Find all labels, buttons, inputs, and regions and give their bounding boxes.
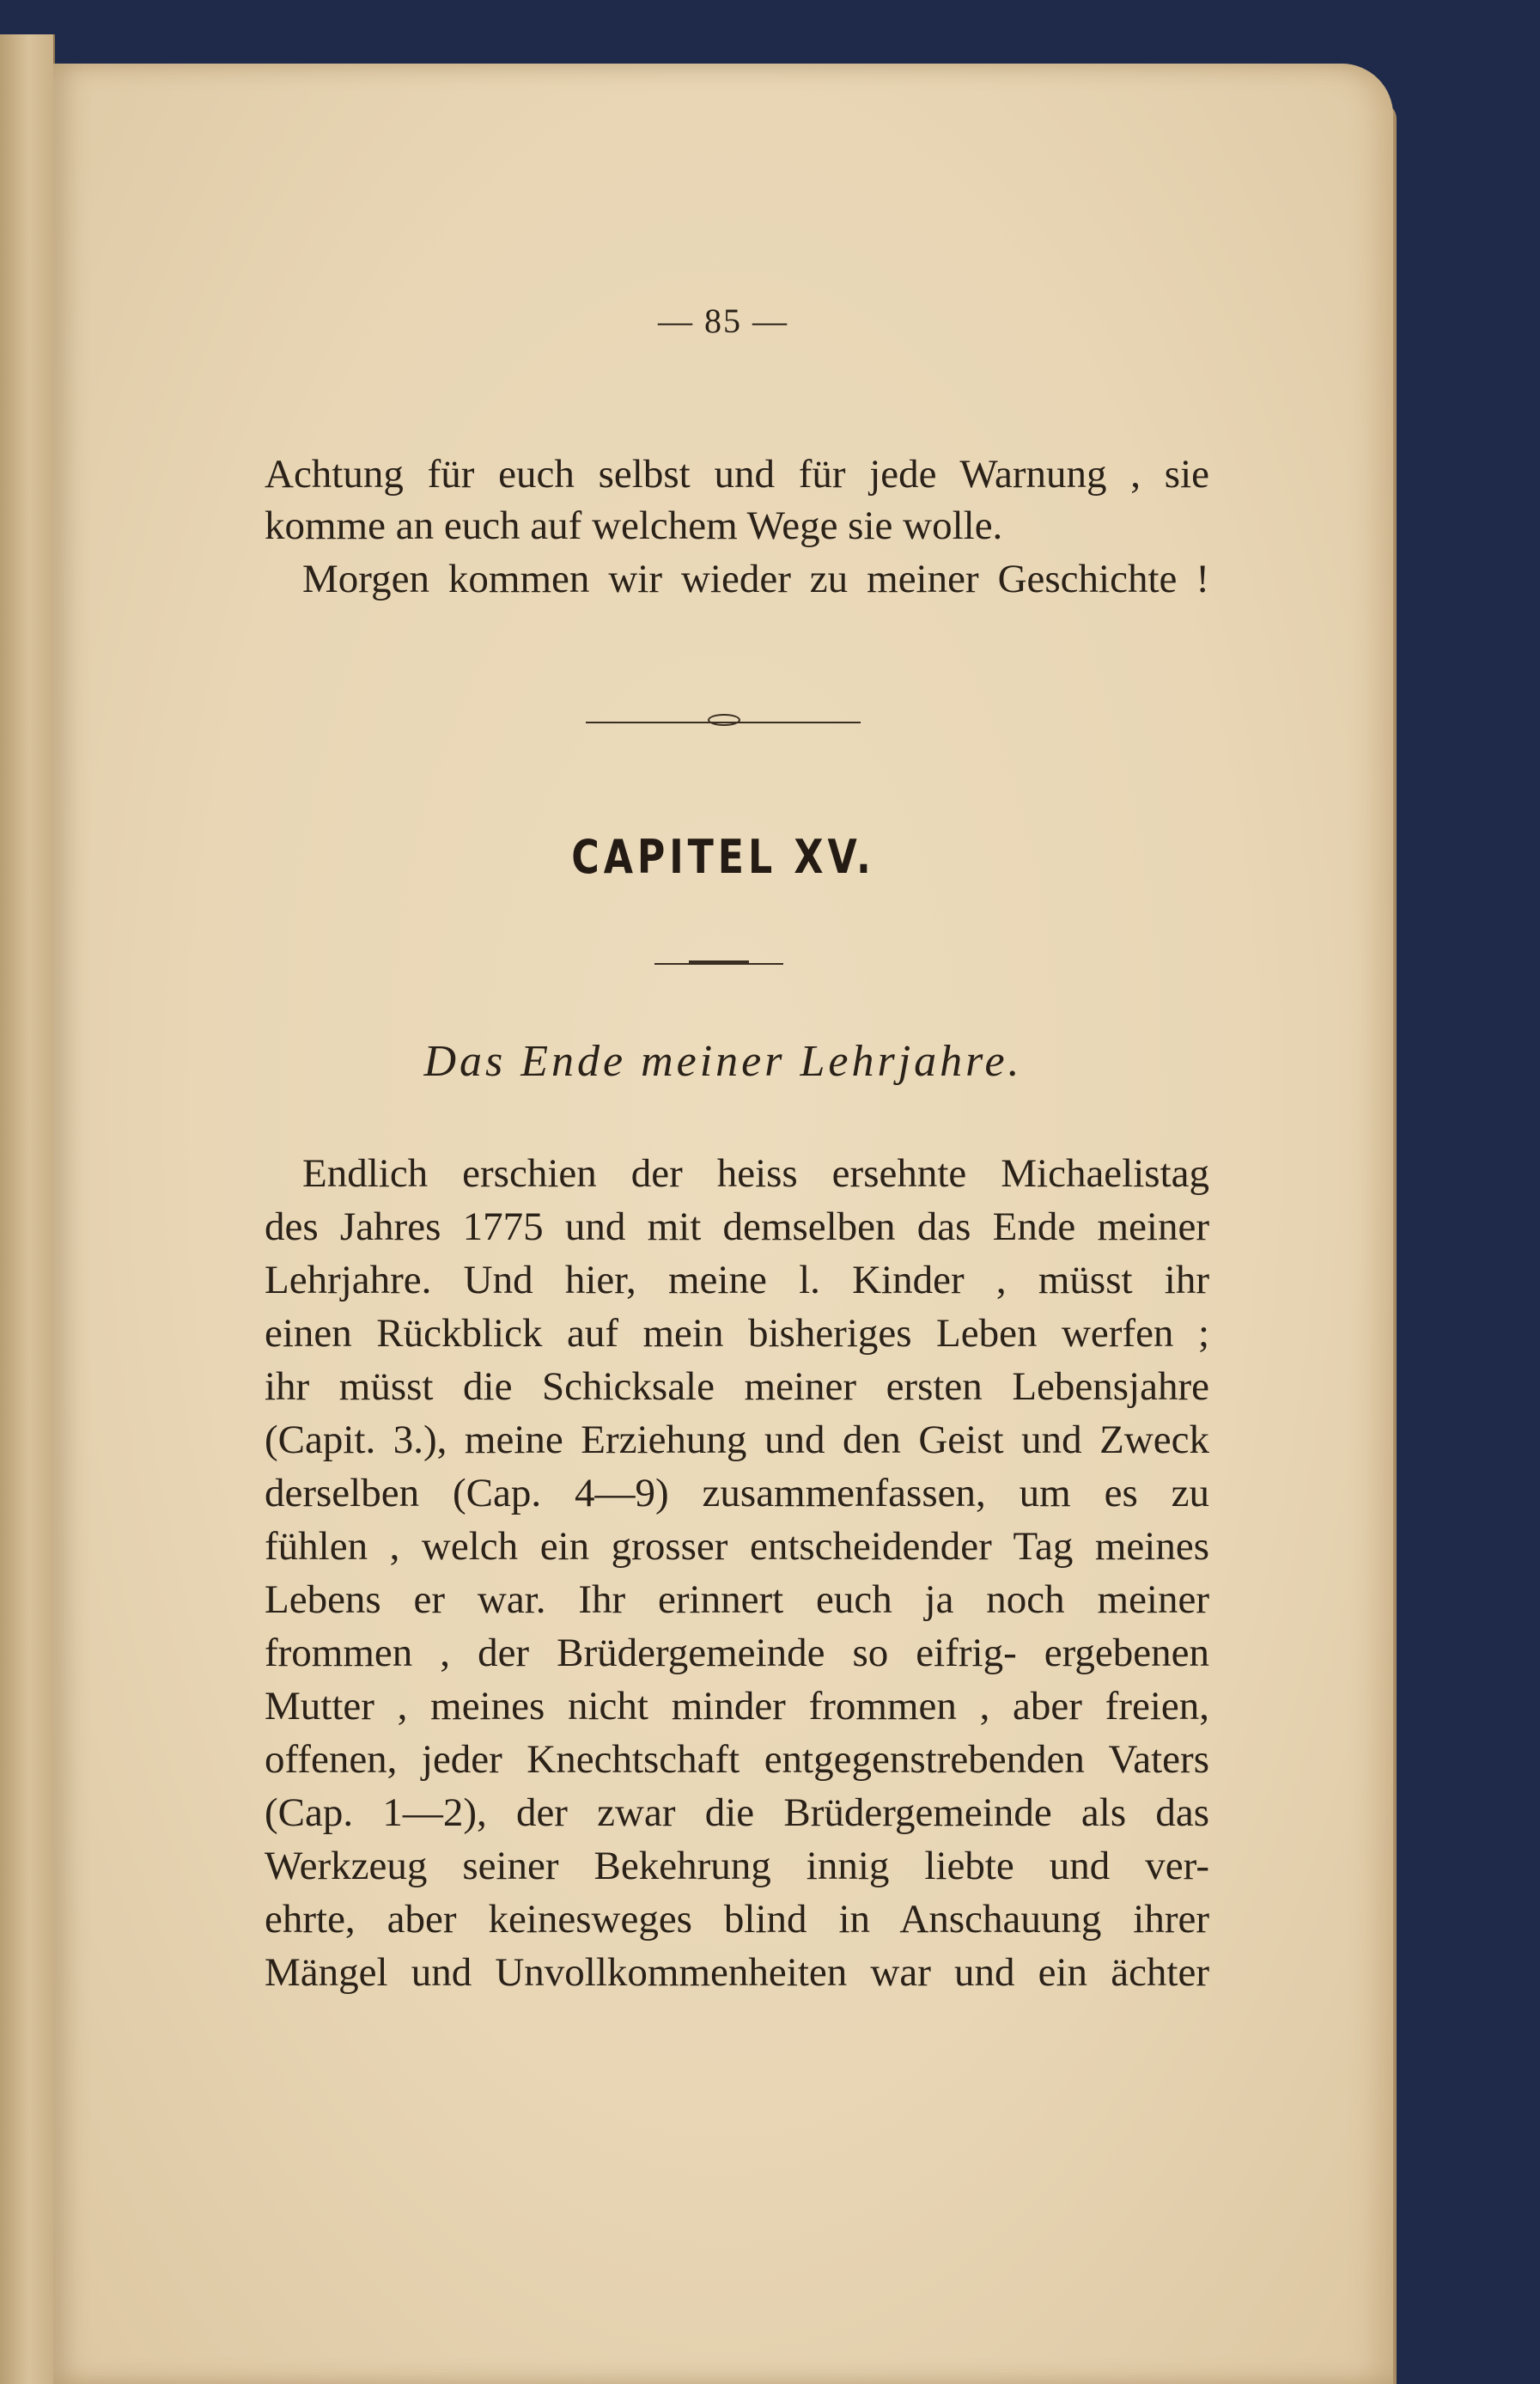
text-line: Lebens er war. Ihr erinnert euch ja noch meiner [265,1577,1209,1622]
text-line: Mängel und Unvollkommenheiten war und ein ächter [265,1950,1209,1995]
text-line: komme an euch auf welchem Wege sie wolle. [265,503,1003,548]
text-line: Achtung für euch selbst und für jede Warnung , sie [265,452,1209,497]
text-line: einen Rückblick auf mein bisheriges Leben werfen ; [265,1311,1209,1356]
text-line: (Capit. 3.), meine Erziehung und den Geist und Zweck [265,1418,1209,1462]
book-binding-edge [0,34,55,2384]
chapter-subtitle: Das Ende meiner Lehrjahre. [423,1037,1023,1086]
text-line: frommen , der Brüdergemeinde so eifrig- ergebenen [265,1631,1209,1675]
text-line: ehrte, aber keinesweges blind in Anschauung ihrer [265,1897,1209,1942]
text-line: Morgen kommen wir wieder zu meiner Geschichte ! [302,557,1209,601]
text-line: Endlich erschien der heiss ersehnte Michaelistag [302,1151,1209,1196]
text-line: Mutter , meines nicht minder frommen , aber freien, [265,1684,1209,1729]
text-line: fühlen , welch ein grosser entscheidender Tag meines [265,1524,1209,1569]
text-line: (Cap. 1—2), der zwar die Brüdergemeinde als das [265,1790,1209,1835]
text-line: des Jahres 1775 und mit demselben das Ende meiner [265,1204,1209,1249]
text-line: offenen, jeder Knechtschaft entgegenstrebenden Vaters [265,1737,1209,1782]
chapter-title: CAPITEL XV. [571,830,875,884]
page-number: — 85 — [658,302,788,340]
text-line: derselben (Cap. 4—9) zusammenfassen, um es zu [265,1471,1209,1515]
text-line: Werkzeug seiner Bekehrung innig liebte und ver- [265,1844,1209,1888]
text-line: Lehrjahre. Und hier, meine l. Kinder , müsst ihr [265,1258,1209,1302]
page-content [53,64,1393,2384]
text-line: ihr müsst die Schicksale meiner ersten Lebensjahre [265,1364,1209,1409]
book-page [53,64,1393,2384]
